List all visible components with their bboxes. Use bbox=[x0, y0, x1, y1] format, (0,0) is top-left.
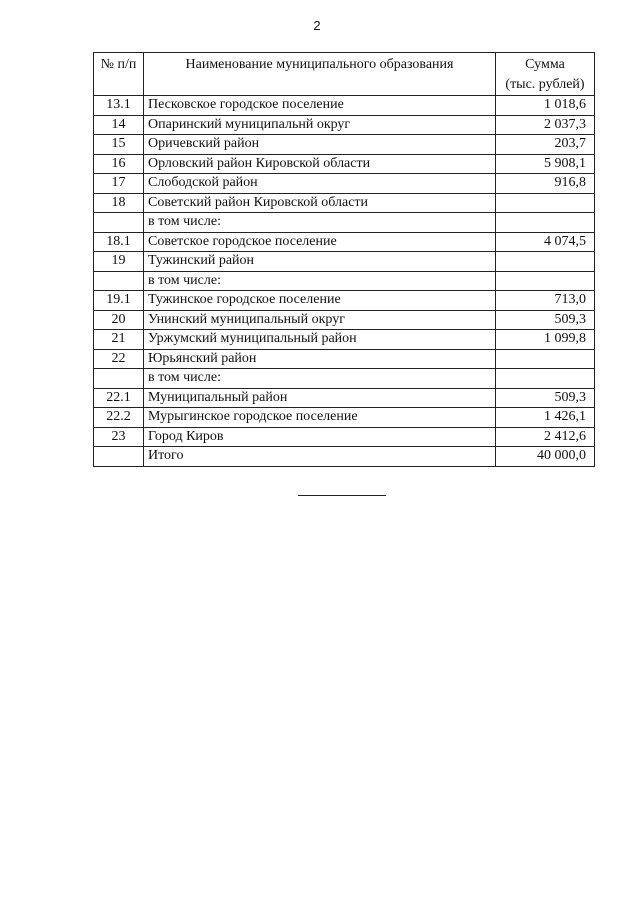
row-number-cell: 19 bbox=[94, 252, 144, 272]
table-row bbox=[94, 388, 595, 408]
municipality-name-cell: Мурыгинское городское поселение bbox=[144, 408, 496, 428]
sum-cell: 203,7 bbox=[496, 135, 595, 155]
municipality-name-cell: Итого bbox=[144, 447, 496, 467]
row-number-cell: 13.1 bbox=[94, 96, 144, 116]
table-row bbox=[94, 330, 595, 350]
municipality-name-cell: Юрьянский район bbox=[144, 349, 496, 369]
sum-cell bbox=[496, 349, 595, 369]
row-number-cell: 18.1 bbox=[94, 232, 144, 252]
row-number-cell: 15 bbox=[94, 135, 144, 155]
municipality-name-cell: Опаринский муниципальнй округ bbox=[144, 115, 496, 135]
table-row bbox=[94, 427, 595, 447]
row-number-cell: 22.1 bbox=[94, 388, 144, 408]
municipality-name-cell: Слободской район bbox=[144, 174, 496, 194]
sum-cell: 1 018,6 bbox=[496, 96, 595, 116]
table-row bbox=[94, 291, 595, 311]
row-number-cell: 19.1 bbox=[94, 291, 144, 311]
table-row bbox=[94, 447, 595, 467]
header-number: № п/п bbox=[94, 53, 144, 96]
municipality-name-cell: Муниципальный район bbox=[144, 388, 496, 408]
row-number-cell: 23 bbox=[94, 427, 144, 447]
table-row bbox=[94, 252, 595, 272]
table-row bbox=[94, 154, 595, 174]
municipality-name-cell: Тужинский район bbox=[144, 252, 496, 272]
table-row bbox=[94, 115, 595, 135]
sum-cell bbox=[496, 193, 595, 213]
row-number-cell: 22 bbox=[94, 349, 144, 369]
table-row bbox=[94, 96, 595, 116]
sum-cell: 509,3 bbox=[496, 310, 595, 330]
table-row bbox=[94, 193, 595, 213]
sum-cell: 4 074,5 bbox=[496, 232, 595, 252]
row-number-cell: 21 bbox=[94, 330, 144, 350]
table-row bbox=[94, 408, 595, 428]
municipality-name-cell: Тужинское городское поселение bbox=[144, 291, 496, 311]
row-number-cell bbox=[94, 369, 144, 389]
sum-cell: 509,3 bbox=[496, 388, 595, 408]
municipality-name-cell: Город Киров bbox=[144, 427, 496, 447]
table-row bbox=[94, 349, 595, 369]
municipality-name-cell: в том числе: bbox=[144, 369, 496, 389]
end-divider-line bbox=[298, 495, 386, 496]
row-number-cell bbox=[94, 447, 144, 467]
table-row bbox=[94, 213, 595, 233]
header-sum-line2: (тыс. рублей) bbox=[505, 77, 585, 92]
sum-cell bbox=[496, 369, 595, 389]
municipality-name-cell: Унинский муниципальный округ bbox=[144, 310, 496, 330]
table-row bbox=[94, 232, 595, 252]
sum-cell: 40 000,0 bbox=[496, 447, 595, 467]
table-row bbox=[94, 271, 595, 291]
municipality-name-cell: в том числе: bbox=[144, 271, 496, 291]
municipality-name-cell: Уржумский муниципальный район bbox=[144, 330, 496, 350]
sum-cell bbox=[496, 213, 595, 233]
allocation-table bbox=[93, 52, 595, 467]
row-number-cell bbox=[94, 213, 144, 233]
sum-cell: 1 099,8 bbox=[496, 330, 595, 350]
table-header-row bbox=[94, 53, 595, 96]
table-row bbox=[94, 369, 595, 389]
row-number-cell bbox=[94, 271, 144, 291]
header-municipality-name: Наименование муниципального образования bbox=[144, 53, 496, 96]
row-number-cell: 17 bbox=[94, 174, 144, 194]
row-number-cell: 20 bbox=[94, 310, 144, 330]
table-row bbox=[94, 174, 595, 194]
header-sum-line1: Сумма bbox=[525, 57, 565, 72]
row-number-cell: 14 bbox=[94, 115, 144, 135]
table-row bbox=[94, 135, 595, 155]
sum-cell: 5 908,1 bbox=[496, 154, 595, 174]
municipality-name-cell: Орловский район Кировской области bbox=[144, 154, 496, 174]
page-number: 2 bbox=[313, 18, 321, 33]
sum-cell: 713,0 bbox=[496, 291, 595, 311]
sum-cell: 1 426,1 bbox=[496, 408, 595, 428]
header-sum bbox=[496, 53, 595, 96]
row-number-cell: 18 bbox=[94, 193, 144, 213]
municipality-name-cell: Советское городское поселение bbox=[144, 232, 496, 252]
sum-cell bbox=[496, 252, 595, 272]
sum-cell: 2 037,3 bbox=[496, 115, 595, 135]
municipality-name-cell: Песковское городское поселение bbox=[144, 96, 496, 116]
sum-cell: 916,8 bbox=[496, 174, 595, 194]
municipality-name-cell: Советский район Кировской области bbox=[144, 193, 496, 213]
row-number-cell: 22.2 bbox=[94, 408, 144, 428]
table-body bbox=[94, 96, 595, 467]
sum-cell: 2 412,6 bbox=[496, 427, 595, 447]
row-number-cell: 16 bbox=[94, 154, 144, 174]
municipality-name-cell: в том числе: bbox=[144, 213, 496, 233]
municipality-name-cell: Оричевский район bbox=[144, 135, 496, 155]
sum-cell bbox=[496, 271, 595, 291]
table-row bbox=[94, 310, 595, 330]
